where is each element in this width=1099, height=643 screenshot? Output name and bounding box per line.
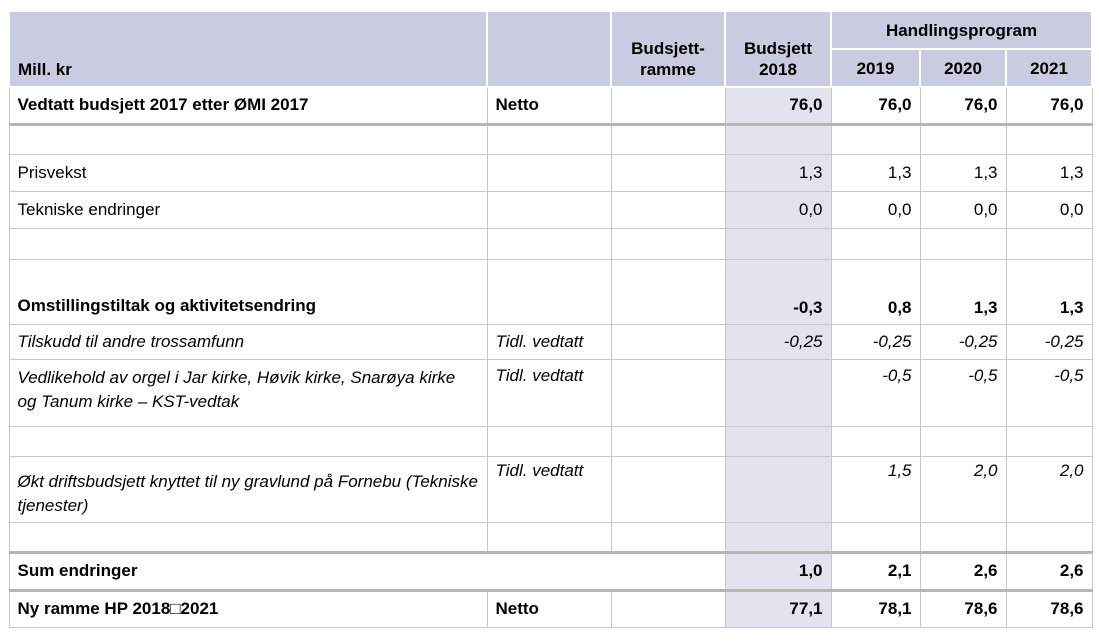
cell-2018: 1,3 xyxy=(725,154,831,191)
header-budsjett-2018-line2: 2018 xyxy=(759,60,797,79)
cell-2020: 76,0 xyxy=(920,87,1006,124)
row-type: Tidl. vedtatt xyxy=(487,359,611,426)
cell-ramme xyxy=(611,359,725,426)
row-label: Vedtatt budsjett 2017 etter ØMI 2017 xyxy=(9,87,487,124)
cell-2018 xyxy=(725,359,831,426)
cell-2021: -0,25 xyxy=(1006,324,1092,359)
header-year-2020: 2020 xyxy=(920,49,1006,87)
row-tilskudd xyxy=(9,324,1092,359)
cell-2021: 0,0 xyxy=(1006,191,1092,228)
cell-2020: -0,25 xyxy=(920,324,1006,359)
row-label: Prisvekst xyxy=(9,154,487,191)
cell-2021: 76,0 xyxy=(1006,87,1092,124)
cell-2018: 1,0 xyxy=(725,552,831,590)
row-blank-4 xyxy=(9,522,1092,552)
cell-2018: -0,25 xyxy=(725,324,831,359)
row-label: Økt driftsbudsjett knyttet til ny gravlund på Fornebu (Tekniske tjenester) xyxy=(9,456,487,522)
cell-2021: -0,5 xyxy=(1006,359,1092,426)
cell-2018: 0,0 xyxy=(725,191,831,228)
header-year-2021: 2021 xyxy=(1006,49,1092,87)
budget-table xyxy=(8,10,1093,628)
cell-ramme xyxy=(611,191,725,228)
cell-2018: 76,0 xyxy=(725,87,831,124)
row-ny-ramme xyxy=(9,590,1092,627)
row-drift xyxy=(9,456,1092,522)
cell-2020: 78,6 xyxy=(920,590,1006,627)
cell-2020: 1,3 xyxy=(920,259,1006,324)
cell-2019: -0,25 xyxy=(831,324,920,359)
row-label: Tekniske endringer xyxy=(9,191,487,228)
cell-ramme xyxy=(611,154,725,191)
cell-ramme xyxy=(611,259,725,324)
cell-2019: 2,1 xyxy=(831,552,920,590)
row-blank-3 xyxy=(9,426,1092,456)
cell-2021: 1,3 xyxy=(1006,154,1092,191)
header-handlingsprogram: Handlingsprogram xyxy=(831,11,1092,49)
row-label: Vedlikehold av orgel i Jar kirke, Høvik kirke, Snarøya kirke og Tanum kirke – KST-vedtak xyxy=(9,359,487,426)
cell-2021: 2,6 xyxy=(1006,552,1092,590)
cell-2018: -0,3 xyxy=(725,259,831,324)
cell-2019: 78,1 xyxy=(831,590,920,627)
row-type: Tidl. vedtatt xyxy=(487,456,611,522)
row-label: Sum endringer xyxy=(9,552,725,590)
row-type: Netto xyxy=(487,590,611,627)
cell-2021: 78,6 xyxy=(1006,590,1092,627)
row-label: Omstillingstiltak og aktivitetsendring xyxy=(9,259,487,324)
cell-ramme xyxy=(611,87,725,124)
cell-2019: 76,0 xyxy=(831,87,920,124)
header-row-1 xyxy=(9,11,1092,49)
cell-ramme xyxy=(611,456,725,522)
row-vedtatt xyxy=(9,87,1092,124)
cell-2020: 2,6 xyxy=(920,552,1006,590)
cell-2018: 77,1 xyxy=(725,590,831,627)
cell-2020: -0,5 xyxy=(920,359,1006,426)
row-blank-2 xyxy=(9,228,1092,259)
row-omstilling xyxy=(9,259,1092,324)
row-label: Tilskudd til andre trossamfunn xyxy=(9,324,487,359)
row-label: Ny ramme HP 2018□2021 xyxy=(9,590,487,627)
header-budsjettramme: Budsjett- ramme xyxy=(611,11,725,87)
cell-2020: 2,0 xyxy=(920,456,1006,522)
cell-2019: 0,8 xyxy=(831,259,920,324)
header-budsjett-2018-line1: Budsjett xyxy=(744,39,812,58)
cell-2020: 0,0 xyxy=(920,191,1006,228)
cell-2018 xyxy=(725,456,831,522)
cell-2019: 1,3 xyxy=(831,154,920,191)
row-blank-1 xyxy=(9,124,1092,154)
cell-2020: 1,3 xyxy=(920,154,1006,191)
row-type: Netto xyxy=(487,87,611,124)
cell-ramme xyxy=(611,324,725,359)
cell-2019: 1,5 xyxy=(831,456,920,522)
row-type xyxy=(487,191,611,228)
header-year-2019: 2019 xyxy=(831,49,920,87)
header-type-blank xyxy=(487,11,611,87)
cell-2019: -0,5 xyxy=(831,359,920,426)
cell-2021: 2,0 xyxy=(1006,456,1092,522)
row-sum xyxy=(9,552,1092,590)
cell-2021: 1,3 xyxy=(1006,259,1092,324)
row-type xyxy=(487,259,611,324)
row-type xyxy=(487,154,611,191)
row-tekniske xyxy=(9,191,1092,228)
cell-ramme xyxy=(611,590,725,627)
row-prisvekst xyxy=(9,154,1092,191)
row-vedlikehold xyxy=(9,359,1092,426)
row-type: Tidl. vedtatt xyxy=(487,324,611,359)
cell-2019: 0,0 xyxy=(831,191,920,228)
header-budsjett-2018 xyxy=(725,11,831,87)
unit-label: Mill. kr xyxy=(9,11,487,87)
